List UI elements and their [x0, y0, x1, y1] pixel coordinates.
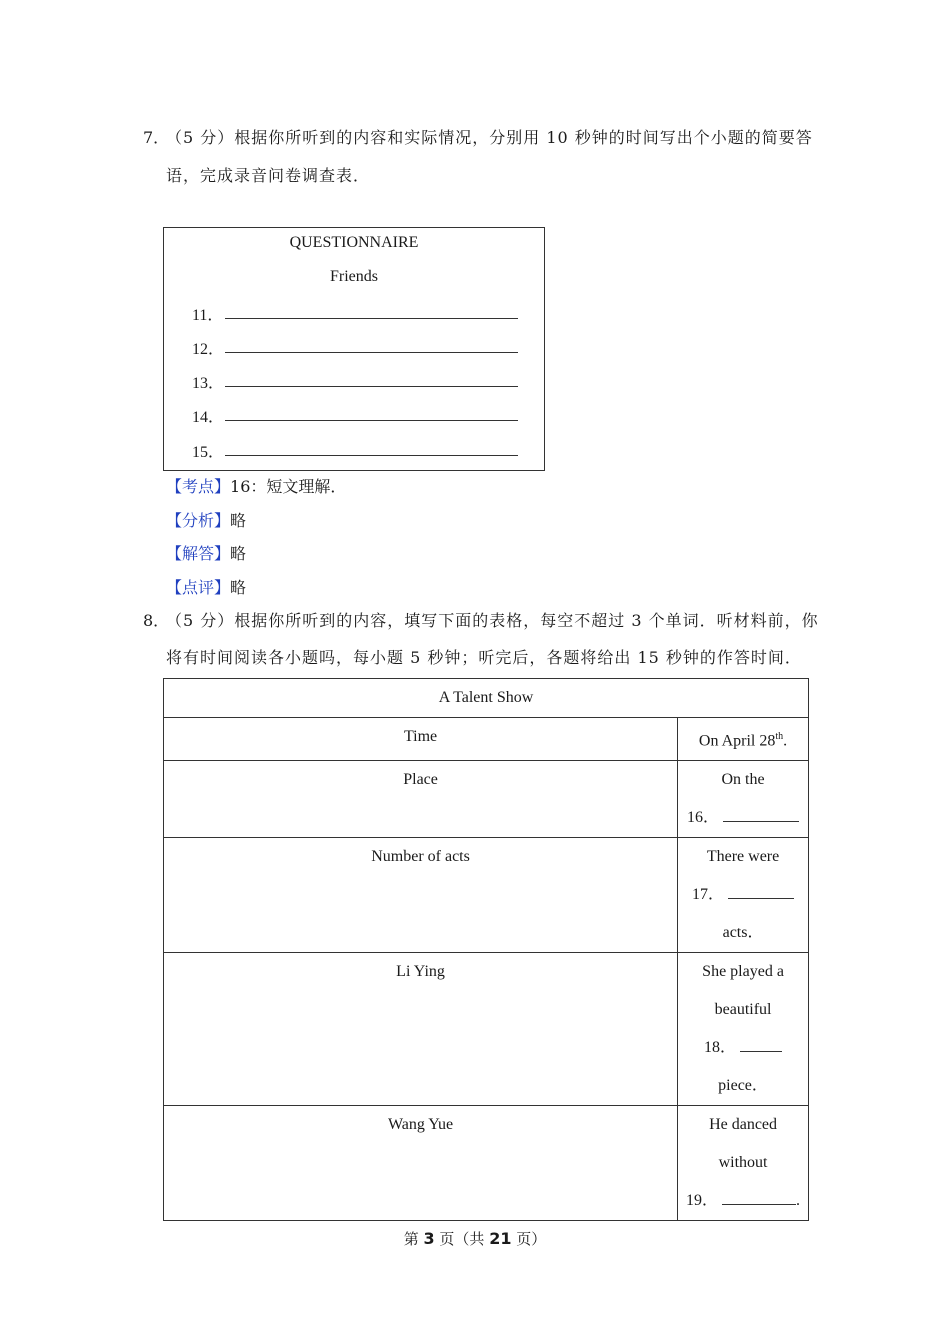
- acts-line1: There were: [706, 848, 780, 866]
- q8-prompt-line1: （5 分）根据你所听到的内容，填写下面的表格，每空不超过 3 个单词．听材料前，你: [166, 611, 819, 630]
- jieda-label: 【解答】: [166, 544, 231, 563]
- time-label: Time: [403, 728, 438, 745]
- footer-post: 页）: [516, 1230, 547, 1248]
- liying-line1: She played a: [702, 963, 784, 981]
- time-value: [678, 718, 808, 760]
- liying-line2: beautiful: [714, 1001, 772, 1019]
- q8-prompt-line2: 将有时间阅读各小题吗，每小题 5 秒钟；听完后，各题将给出 15 秒钟的作答时间．: [166, 648, 802, 667]
- acts-value-cell: [678, 838, 809, 953]
- time-value-text: On April 28: [698, 732, 776, 750]
- blank-number-16: 16．: [687, 809, 720, 827]
- blank-number-17: 17．: [692, 886, 725, 904]
- questionnaire-title: QUESTIONNAIRE: [289, 234, 419, 251]
- page-footer: [0, 1228, 950, 1249]
- questionnaire-item-11: 11．: [192, 307, 224, 324]
- wangyue-label: Wang Yue: [387, 1116, 454, 1134]
- talent-show-table: [163, 678, 809, 1221]
- wangyue-blank-line: [678, 1182, 808, 1220]
- wangyue-label-cell: [164, 1106, 678, 1221]
- time-value-end: .: [783, 732, 788, 750]
- time-value-sup: th: [775, 731, 784, 742]
- place-blank-line: [678, 799, 808, 837]
- questionnaire-item-14: 14．: [192, 409, 225, 426]
- place-label: Place: [403, 771, 438, 789]
- fenxi-row: [166, 508, 246, 531]
- answer-line-13[interactable]: [225, 386, 518, 387]
- q7-prompt-line1: （5 分）根据你所听到的内容和实际情况，分别用 10 秒钟的时间写出个小题的简要答: [166, 128, 813, 147]
- questionnaire-item-15: 15．: [192, 444, 225, 461]
- answer-line-11[interactable]: [225, 318, 518, 319]
- place-label-cell: [164, 761, 678, 838]
- footer-pre: 第: [403, 1230, 419, 1248]
- table-title: A Talent Show: [438, 689, 534, 706]
- table-title-cell: [164, 679, 809, 718]
- liying-blank-line: [678, 1029, 808, 1067]
- answer-blank-18[interactable]: [740, 1037, 782, 1052]
- fenxi-text: 略: [230, 511, 247, 530]
- table-row: [164, 953, 809, 1106]
- acts-line3: acts．: [722, 924, 764, 942]
- jieda-row: [166, 541, 246, 564]
- questionnaire-item-12: 12．: [192, 341, 225, 358]
- table-row: [164, 838, 809, 953]
- q7-prompt-line2: 语，完成录音问卷调查表．: [166, 166, 371, 185]
- kaodian-text: 16：短文理解．: [230, 477, 347, 496]
- liying-value-cell: [678, 953, 809, 1106]
- answer-blank-16[interactable]: [723, 807, 799, 822]
- questionnaire-box: [163, 227, 545, 471]
- fenxi-label: 【分析】: [166, 511, 231, 530]
- table-row: [164, 761, 809, 838]
- answer-line-12[interactable]: [225, 352, 518, 353]
- blank-number-18: 18．: [704, 1039, 737, 1057]
- time-value-cell: [678, 718, 809, 761]
- acts-label-cell: [164, 838, 678, 953]
- questionnaire-subtitle: Friends: [330, 268, 378, 285]
- kaodian-label: 【考点】: [166, 477, 231, 496]
- acts-blank-line: [678, 876, 808, 914]
- wangyue-line2: without: [718, 1154, 768, 1172]
- wangyue-line1: He danced: [709, 1116, 778, 1134]
- kaodian-row: [166, 474, 346, 497]
- place-value-cell: [678, 761, 809, 838]
- questionnaire-item-13: 13．: [192, 375, 225, 392]
- liying-label-cell: [164, 953, 678, 1106]
- place-line1: On the: [721, 771, 765, 789]
- q7-number: 7．: [143, 128, 170, 147]
- wangyue-value-cell: [678, 1106, 809, 1221]
- footer-mid: 页（共: [439, 1230, 485, 1248]
- table-row: [164, 718, 809, 761]
- liying-line4: piece．: [718, 1077, 768, 1095]
- q8-number: 8．: [143, 611, 170, 630]
- blank-number-19: 19．: [686, 1192, 719, 1210]
- time-label-cell: [164, 718, 678, 761]
- dianping-label: 【点评】: [166, 578, 231, 597]
- footer-page-number: 3: [423, 1229, 435, 1248]
- answer-blank-17[interactable]: [728, 884, 794, 899]
- liying-label: Li Ying: [396, 963, 445, 981]
- dianping-row: [166, 575, 246, 598]
- answer-blank-19[interactable]: [722, 1190, 796, 1205]
- dianping-text: 略: [230, 578, 247, 597]
- answer-line-14[interactable]: [225, 420, 518, 421]
- jieda-text: 略: [230, 544, 247, 563]
- footer-total-pages: 21: [489, 1229, 512, 1248]
- wangyue-end: .: [796, 1192, 801, 1210]
- acts-label: Number of acts: [371, 848, 470, 866]
- table-row: [164, 1106, 809, 1221]
- table-row: [164, 679, 809, 718]
- answer-line-15[interactable]: [225, 455, 518, 456]
